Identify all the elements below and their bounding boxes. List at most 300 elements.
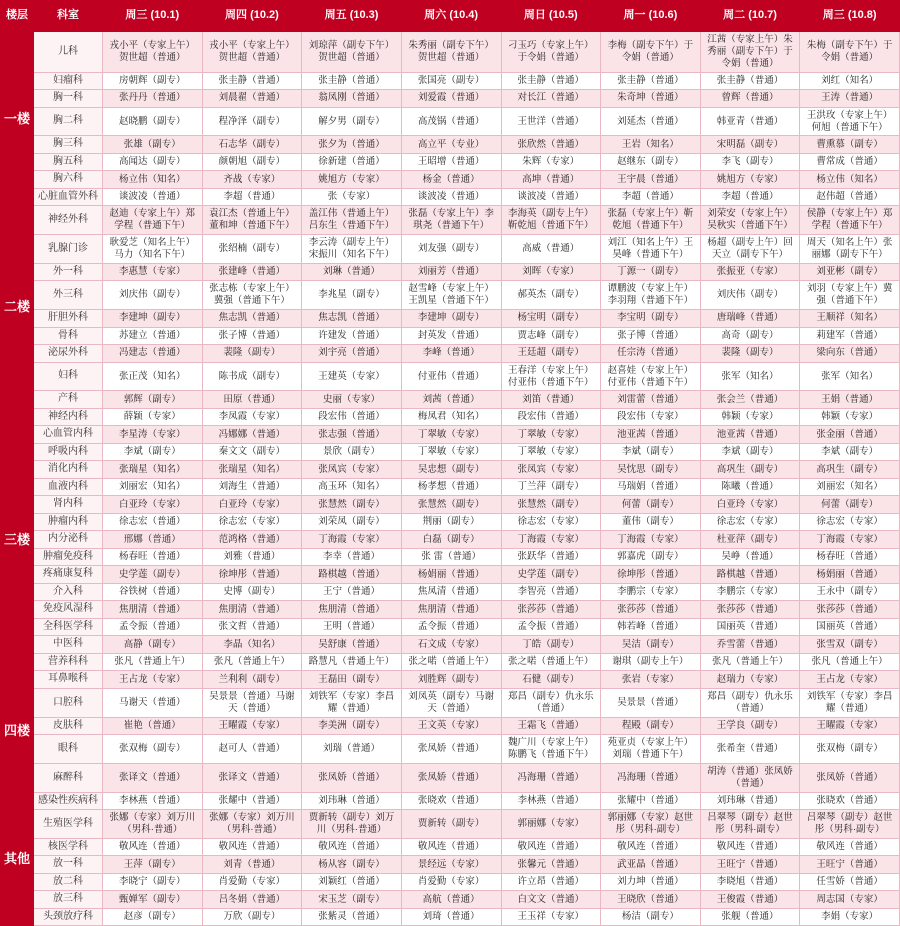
- schedule-cell: 王宇晨（普通）: [601, 171, 701, 189]
- floor-label: 二楼: [1, 206, 34, 409]
- schedule-cell: 苑亚贞（专家上午）刘瑞（普通下午）: [601, 735, 701, 764]
- schedule-cell: 刘友强（副专）: [401, 235, 501, 264]
- schedule-cell: 敬风连（普通）: [202, 838, 302, 856]
- schedule-cell: 谈波凌（普通）: [401, 188, 501, 206]
- schedule-cell: 李宝明（副专）: [601, 310, 701, 328]
- table-row: [1, 636, 900, 654]
- schedule-cell: 陈书成（副专）: [202, 362, 302, 391]
- schedule-cell: 王旺宁（普通）: [700, 856, 800, 874]
- schedule-cell: 刘江（知名上午）王昊峰（普通下午）: [601, 235, 701, 264]
- dept-label: 口腔科: [34, 688, 103, 717]
- header-day-5: 周一 (10.6): [601, 1, 701, 32]
- dept-label: 麻醉科: [34, 763, 103, 792]
- schedule-cell: 盖江伟（普通上午）吕东生（普通下午）: [302, 206, 402, 235]
- schedule-cell: 刘琳（普通）: [302, 263, 402, 281]
- floor-label: 其他: [1, 792, 34, 926]
- schedule-cell: 李林燕（普通）: [103, 792, 203, 810]
- schedule-cell: 张磊（专家上午）靳乾旭（普通下午）: [601, 206, 701, 235]
- schedule-cell: 张军（知名）: [800, 362, 900, 391]
- schedule-cell: 韩颖（专家）: [700, 408, 800, 426]
- schedule-cell: 杨立伟（知名）: [800, 171, 900, 189]
- schedule-cell: 敬风连（普通）: [501, 838, 601, 856]
- schedule-cell: 王晓欣（普通）: [601, 891, 701, 909]
- schedule-cell: 敬风连（普通）: [302, 838, 402, 856]
- schedule-cell: 张瑞星（知名）: [103, 461, 203, 479]
- schedule-cell: 王宁（普通）: [302, 583, 402, 601]
- schedule-cell: 丁翠敏（专家）: [501, 443, 601, 461]
- schedule-cell: 刘丽芳（普通）: [401, 263, 501, 281]
- schedule-cell: 张慧然（副专）: [401, 496, 501, 514]
- schedule-cell: 刘宇亮（普通）: [302, 345, 402, 363]
- schedule-cell: 史学莲（副专）: [103, 566, 203, 584]
- schedule-cell: 刘青（普通）: [202, 856, 302, 874]
- schedule-cell: 刘颖红（普通）: [302, 873, 402, 891]
- schedule-cell: 徐志宏（普通）: [103, 513, 203, 531]
- dept-label: 感染性疾病科: [34, 792, 103, 810]
- table-row: [1, 566, 900, 584]
- schedule-cell: 张雪双（副专）: [800, 636, 900, 654]
- schedule-cell: 刘笛（普通）: [501, 391, 601, 409]
- schedule-cell: 王占龙（专家）: [103, 671, 203, 689]
- schedule-cell: 丁皓（副专）: [501, 636, 601, 654]
- schedule-cell: 张欣然（普通）: [501, 136, 601, 154]
- schedule-cell: 何蕾（副专）: [601, 496, 701, 514]
- schedule-cell: 丁海霞（专家）: [800, 531, 900, 549]
- schedule-cell: 张双梅（副专）: [103, 735, 203, 764]
- schedule-cell: 梅凤君（知名）: [401, 408, 501, 426]
- schedule-cell: 李建坤（副专）: [103, 310, 203, 328]
- schedule-cell: 刘丽宏（知名）: [103, 478, 203, 496]
- schedule-cell: 李晓宁（副专）: [103, 873, 203, 891]
- table-row: [1, 671, 900, 689]
- table-row: [1, 653, 900, 671]
- schedule-cell: 丁兰萍（副专）: [501, 478, 601, 496]
- schedule-cell: 刘铁军（专家）李昌耀（普通）: [800, 688, 900, 717]
- schedule-cell: 莉建军（普通）: [800, 327, 900, 345]
- schedule-cell: 刘雷蕾（普通）: [601, 391, 701, 409]
- schedule-cell: 张会兰（普通）: [700, 391, 800, 409]
- schedule-cell: 高航（普通）: [401, 891, 501, 909]
- schedule-cell: 孟令振（普通）: [501, 618, 601, 636]
- schedule-cell: 朱奇坤（普通）: [601, 90, 701, 108]
- schedule-cell: 景经远（专家）: [401, 856, 501, 874]
- schedule-cell: 杨立伟（知名）: [103, 171, 203, 189]
- dept-label: 胸一科: [34, 90, 103, 108]
- table-header: [1, 1, 900, 32]
- schedule-cell: 韩若峰（普通）: [601, 618, 701, 636]
- schedule-cell: 杨娟丽（普通）: [800, 566, 900, 584]
- table-row: [1, 810, 900, 839]
- schedule-cell: 谭鹏波（专家上午）李羽翔（普通下午）: [601, 281, 701, 310]
- schedule-cell: 魏广川（专家上午）陈鹏飞（普通下午）: [501, 735, 601, 764]
- schedule-cell: 焦朋清（普通）: [103, 601, 203, 619]
- schedule-cell: 戎小平（专家上午）贺世超（普通）: [202, 32, 302, 73]
- table-row: [1, 891, 900, 909]
- schedule-cell: 齐战（专家）: [202, 171, 302, 189]
- schedule-cell: 谈波凌（普通）: [103, 188, 203, 206]
- schedule-cell: 李兆星（副专）: [302, 281, 402, 310]
- schedule-cell: 高威（普通）: [501, 235, 601, 264]
- schedule-cell: 秦文文（副专）: [202, 443, 302, 461]
- schedule-cell: 李幸（普通）: [302, 548, 402, 566]
- schedule-cell: 冯海珊（普通）: [601, 763, 701, 792]
- schedule-cell: 高静（副专）: [103, 636, 203, 654]
- schedule-cell: 张耀中（普通）: [202, 792, 302, 810]
- schedule-cell: 李鹏宗（专家）: [700, 583, 800, 601]
- schedule-cell: 李晓旭（普通）: [700, 873, 800, 891]
- schedule-cell: 韩亚青（普通）: [700, 107, 800, 136]
- schedule-cell: 王顺祥（知名）: [800, 310, 900, 328]
- table-row: [1, 717, 900, 735]
- schedule-cell: 吕冬娟（普通）: [202, 891, 302, 909]
- schedule-cell: 王玉祥（专家）: [501, 908, 601, 926]
- schedule-cell: 孟令振（普通）: [103, 618, 203, 636]
- schedule-cell: 张军（知名）: [700, 362, 800, 391]
- schedule-cell: 张莎莎（普通）: [700, 601, 800, 619]
- schedule-cell: 杨从容（副专）: [302, 856, 402, 874]
- schedule-cell: 郭嘉虎（副专）: [601, 548, 701, 566]
- schedule-cell: 谷铁树（普通）: [103, 583, 203, 601]
- schedule-cell: 张瑞星（知名）: [202, 461, 302, 479]
- schedule-cell: 敬风连（普通）: [601, 838, 701, 856]
- schedule-cell: 刘亚彬（副专）: [800, 263, 900, 281]
- dept-label: 肿瘤免疫科: [34, 548, 103, 566]
- schedule-cell: 刘荣凤（副专）: [302, 513, 402, 531]
- schedule-cell: 王霜飞（普通）: [501, 717, 601, 735]
- schedule-cell: 国丽英（普通）: [800, 618, 900, 636]
- schedule-cell: 路慧凡（普通上午）: [302, 653, 402, 671]
- schedule-cell: 徐坤彤（普通）: [601, 566, 701, 584]
- dept-label: 胸二科: [34, 107, 103, 136]
- schedule-cell: 曹常成（普通）: [800, 153, 900, 171]
- schedule-cell: 刘雅（普通）: [202, 548, 302, 566]
- schedule-cell: 梁向东（普通）: [800, 345, 900, 363]
- schedule-cell: 侯静（专家上午）郑学程（普通下午）: [800, 206, 900, 235]
- schedule-cell: 谢琪（副专上午）: [601, 653, 701, 671]
- schedule-cell: 解夕男（副专）: [302, 107, 402, 136]
- schedule-cell: 吴景景（普通）: [601, 688, 701, 717]
- schedule-cell: 赵继东（副专）: [601, 153, 701, 171]
- schedule-cell: 刘羽（专家上午）冀强（普通下午）: [800, 281, 900, 310]
- dept-label: 耳鼻喉科: [34, 671, 103, 689]
- schedule-cell: 刘红（知名）: [800, 72, 900, 90]
- schedule-cell: 刘庆伟（副专）: [103, 281, 203, 310]
- dept-label: 肾内科: [34, 496, 103, 514]
- schedule-cell: 王占龙（专家）: [800, 671, 900, 689]
- schedule-cell: 封英发（普通）: [401, 327, 501, 345]
- schedule-cell: 陈曦（普通）: [700, 478, 800, 496]
- table-row: [1, 153, 900, 171]
- schedule-cell: 裴隆（副专）: [700, 345, 800, 363]
- schedule-cell: 段宏伟（普通）: [501, 408, 601, 426]
- table-row: [1, 618, 900, 636]
- schedule-cell: 李超（普通）: [601, 188, 701, 206]
- schedule-cell: 付亚伟（普通）: [401, 362, 501, 391]
- schedule-cell: 丁翠敏（专家）: [401, 443, 501, 461]
- table-row: [1, 513, 900, 531]
- dept-label: 神经内科: [34, 408, 103, 426]
- schedule-cell: 高奇（副专）: [700, 327, 800, 345]
- schedule-cell: 王洪玫（专家上午）何旭（普通下午）: [800, 107, 900, 136]
- schedule-cell: 程殿（副专）: [601, 717, 701, 735]
- schedule-cell: 戎小平（专家上午）贺世超（普通）: [103, 32, 203, 73]
- table-row: [1, 136, 900, 154]
- dept-label: 胸五科: [34, 153, 103, 171]
- table-row: [1, 310, 900, 328]
- dept-label: 肝胆外科: [34, 310, 103, 328]
- schedule-cell: 王磊田（副专）: [302, 671, 402, 689]
- schedule-cell: 张丹丹（普通）: [103, 90, 203, 108]
- schedule-cell: 张志强（普通）: [302, 426, 402, 444]
- schedule-cell: 王文英（专家）: [401, 717, 501, 735]
- schedule-cell: 赵迪（专家上午）郑学程（普通下午）: [103, 206, 203, 235]
- schedule-cell: 路棋越（普通）: [700, 566, 800, 584]
- schedule-cell: 刁玉巧（专家上午）于令娟（普通）: [501, 32, 601, 73]
- table-row: [1, 908, 900, 926]
- schedule-cell: 姚旭方（专家）: [700, 171, 800, 189]
- schedule-cell: 耿爱芝（知名上午）马力（知名下午）: [103, 235, 203, 264]
- dept-label: 放二科: [34, 873, 103, 891]
- schedule-cell: 张夕为（普通）: [302, 136, 402, 154]
- schedule-cell: 张凡（普通上午）: [202, 653, 302, 671]
- schedule-cell: 王涛（普通）: [800, 90, 900, 108]
- table-row: [1, 601, 900, 619]
- schedule-cell: 国丽英（普通）: [700, 618, 800, 636]
- schedule-cell: 段宏伟（普通）: [302, 408, 402, 426]
- schedule-cell: 刘晨翟（普通）: [202, 90, 302, 108]
- schedule-cell: 郭辉（副专）: [103, 391, 203, 409]
- schedule-cell: 张之喏（普通上午）: [501, 653, 601, 671]
- table-row: [1, 856, 900, 874]
- schedule-cell: 姚旭方（专家）: [302, 171, 402, 189]
- schedule-cell: 张雄（副专）: [103, 136, 203, 154]
- schedule-cell: 马瑞娟（普通）: [601, 478, 701, 496]
- table-row: [1, 548, 900, 566]
- schedule-cell: 杨春旺（普通）: [800, 548, 900, 566]
- schedule-cell: 李惠慧（专家）: [103, 263, 203, 281]
- dept-label: 内分泌科: [34, 531, 103, 549]
- dept-label: 血液内科: [34, 478, 103, 496]
- dept-label: 营养科科: [34, 653, 103, 671]
- table-row: [1, 408, 900, 426]
- schedule-cell: 李鹏宗（专家）: [601, 583, 701, 601]
- schedule-cell: 张凤娇（普通）: [401, 735, 501, 764]
- schedule-cell: 马谢天（普通）: [103, 688, 203, 717]
- schedule-cell: 苏建立（普通）: [103, 327, 203, 345]
- schedule-cell: 王廷超（副专）: [501, 345, 601, 363]
- schedule-cell: 贾志峰（副专）: [501, 327, 601, 345]
- dept-label: 皮肤科: [34, 717, 103, 735]
- schedule-cell: 唐瑞峰（普通）: [700, 310, 800, 328]
- schedule-cell: 赵可人（普通）: [202, 735, 302, 764]
- schedule-cell: 景欣（副专）: [302, 443, 402, 461]
- schedule-cell: 刘丽宏（知名）: [800, 478, 900, 496]
- table-row: [1, 735, 900, 764]
- schedule-cell: 张振亚（专家）: [700, 263, 800, 281]
- schedule-cell: 刘海生（普通）: [202, 478, 302, 496]
- schedule-cell: 李凤霞（专家）: [202, 408, 302, 426]
- table-row: [1, 426, 900, 444]
- dept-label: 头颈放疗科: [34, 908, 103, 926]
- schedule-cell: 刘胜辉（副专）: [401, 671, 501, 689]
- schedule-cell: 徐志宏（专家）: [501, 513, 601, 531]
- schedule-cell: 吕翠琴（副专）赵世彤（男科·副专）: [700, 810, 800, 839]
- schedule-cell: 对长江（普通）: [501, 90, 601, 108]
- schedule-cell: 谈波凌（普通）: [501, 188, 601, 206]
- schedule-cell: 吴景景（普通）马谢天（普通）: [202, 688, 302, 717]
- schedule-cell: 张文哲（普通）: [202, 618, 302, 636]
- schedule-cell: 徐志宏（专家）: [202, 513, 302, 531]
- schedule-cell: 敬风连（普通）: [401, 838, 501, 856]
- schedule-cell: 吴忠想（副专）: [401, 461, 501, 479]
- schedule-cell: 郑昌（副专）仇永乐（普通）: [501, 688, 601, 717]
- schedule-cell: 敬风连（普通）: [800, 838, 900, 856]
- table-row: [1, 362, 900, 391]
- schedule-cell: 徐坤彤（普通）: [202, 566, 302, 584]
- schedule-cell: 曹熏慕（副专）: [800, 136, 900, 154]
- schedule-cell: 王春洋（专家上午）付亚伟（普通下午）: [501, 362, 601, 391]
- dept-label: 全科医学科: [34, 618, 103, 636]
- schedule-cell: 万欣（副专）: [202, 908, 302, 926]
- schedule-cell: 李建坤（副专）: [401, 310, 501, 328]
- schedule-cell: 张凤宾（专家）: [501, 461, 601, 479]
- schedule-cell: 张凤宾（专家）: [302, 461, 402, 479]
- schedule-cell: 崔艳（普通）: [103, 717, 203, 735]
- schedule-cell: 董伟（副专）: [601, 513, 701, 531]
- schedule-cell: 许立昂（普通）: [501, 873, 601, 891]
- schedule-cell: 李林燕（普通）: [501, 792, 601, 810]
- table-row: [1, 391, 900, 409]
- schedule-cell: 贾新转（副专）: [401, 810, 501, 839]
- schedule-cell: 周志国（专家）: [800, 891, 900, 909]
- schedule-cell: 翁凤刚（普通）: [302, 90, 402, 108]
- floor-label: 三楼: [1, 408, 34, 671]
- schedule-cell: 张国亮（副专）: [401, 72, 501, 90]
- schedule-cell: 范鸿格（普通）: [202, 531, 302, 549]
- schedule-cell: 房朝辉（副专）: [103, 72, 203, 90]
- schedule-cell: 李海英（副专上午）靳乾旭（普通下午）: [501, 206, 601, 235]
- schedule-cell: 郑昌（副专）仇永乐（普通）: [700, 688, 800, 717]
- schedule-cell: 张希奎（普通）: [700, 735, 800, 764]
- schedule-cell: 焦朋清（普通）: [302, 601, 402, 619]
- schedule-cell: 张金丽（普通）: [800, 426, 900, 444]
- schedule-cell: 张娜（专家）刘万川（男科·普通）: [202, 810, 302, 839]
- schedule-cell: 孟令振（普通）: [401, 618, 501, 636]
- dept-label: 外三科: [34, 281, 103, 310]
- table-row: [1, 531, 900, 549]
- schedule-cell: 张双梅（副专）: [800, 735, 900, 764]
- schedule-cell: 李超（普通）: [700, 188, 800, 206]
- table-row: [1, 792, 900, 810]
- schedule-cell: 张圭静（普通）: [302, 72, 402, 90]
- schedule-cell: 甄婵军（副专）: [103, 891, 203, 909]
- dept-label: 放一科: [34, 856, 103, 874]
- schedule-cell: 王曜霞（专家）: [202, 717, 302, 735]
- header-day-0: 周三 (10.1): [103, 1, 203, 32]
- header-day-6: 周二 (10.7): [700, 1, 800, 32]
- dept-label: 介入科: [34, 583, 103, 601]
- schedule-cell: 张译文（普通）: [202, 763, 302, 792]
- header-day-2: 周五 (10.3): [302, 1, 402, 32]
- schedule-cell: 宋玉芝（副专）: [302, 891, 402, 909]
- header-day-7: 周三 (10.8): [800, 1, 900, 32]
- dept-label: 心脏血管外科: [34, 188, 103, 206]
- schedule-cell: 吴峥（普通）: [700, 548, 800, 566]
- schedule-cell: 张之喏（普通上午）: [401, 653, 501, 671]
- schedule-cell: 贾新转（副专）刘万川（男科·普通）: [302, 810, 402, 839]
- dept-label: 泌尿外科: [34, 345, 103, 363]
- table-row: [1, 171, 900, 189]
- schedule-cell: 杨洁（副专）: [601, 908, 701, 926]
- dept-label: 放三科: [34, 891, 103, 909]
- schedule-cell: 白亚玲（专家）: [103, 496, 203, 514]
- schedule-cell: 丁海霞（专家）: [302, 531, 402, 549]
- schedule-cell: 李斌（副专）: [700, 443, 800, 461]
- schedule-cell: 韩颖（专家）: [800, 408, 900, 426]
- table-row: [1, 107, 900, 136]
- dept-label: 消化内科: [34, 461, 103, 479]
- schedule-cell: 李斌（副专）: [800, 443, 900, 461]
- schedule-cell: 刘延杰（普通）: [601, 107, 701, 136]
- schedule-cell: 张子博（普通）: [601, 327, 701, 345]
- schedule-cell: 白亚玲（专家）: [700, 496, 800, 514]
- schedule-cell: 朱秀丽（副专下午）贺世超（普通）: [401, 32, 501, 73]
- dept-label: 疼痛康复科: [34, 566, 103, 584]
- schedule-cell: 张岩（专家）: [601, 671, 701, 689]
- schedule-cell: 焦凤清（普通）: [401, 583, 501, 601]
- schedule-cell: 张凤娇（普通）: [302, 763, 402, 792]
- schedule-cell: 刘爱霞（普通）: [401, 90, 501, 108]
- schedule-cell: 路棋越（普通）: [302, 566, 402, 584]
- schedule-cell: 王曜霞（专家）: [800, 717, 900, 735]
- schedule-cell: 田原（普通）: [202, 391, 302, 409]
- dept-label: 外一科: [34, 263, 103, 281]
- schedule-cell: 白文文（普通）: [501, 891, 601, 909]
- schedule-cell: 任宗涛（普通）: [601, 345, 701, 363]
- schedule-cell: 冯建志（普通）: [103, 345, 203, 363]
- schedule-cell: 张建峰（普通）: [202, 263, 302, 281]
- dept-label: 眼科: [34, 735, 103, 764]
- schedule-cell: 高坤（普通）: [501, 171, 601, 189]
- schedule-cell: 刘琼萍（副专下午）贺世超（普通）: [302, 32, 402, 73]
- table-row: [1, 206, 900, 235]
- schedule-cell: 冯海珊（普通）: [501, 763, 601, 792]
- dept-label: 呼吸内科: [34, 443, 103, 461]
- schedule-cell: 江茜（专家上午）朱秀丽（副专下午）于令娟（普通）: [700, 32, 800, 73]
- schedule-cell: 刘玮琳（普通）: [302, 792, 402, 810]
- schedule-cell: 石健（副专）: [501, 671, 601, 689]
- schedule-cell: 王永中（副专）: [800, 583, 900, 601]
- schedule-cell: 肖爱勤（专家）: [401, 873, 501, 891]
- table-row: [1, 461, 900, 479]
- schedule-cell: 王学良（副专）: [700, 717, 800, 735]
- schedule-cell: 郝英杰（副专）: [501, 281, 601, 310]
- schedule-cell: 李星涛（专家）: [103, 426, 203, 444]
- schedule-cell: 赵雪峰（专家上午）王凯星（普通下午）: [401, 281, 501, 310]
- schedule-cell: 荆丽（副专）: [401, 513, 501, 531]
- schedule-cell: 赵瑞力（专家）: [700, 671, 800, 689]
- table-row: [1, 838, 900, 856]
- schedule-cell: 杨超（副专上午）回天立（副专下午）: [700, 235, 800, 264]
- table-row: [1, 496, 900, 514]
- schedule-cell: 李美洲（副专）: [302, 717, 402, 735]
- dept-label: 神经外科: [34, 206, 103, 235]
- schedule-cell: 李娟（专家）: [800, 908, 900, 926]
- schedule-cell: 赵晓鹏（副专）: [103, 107, 203, 136]
- table-row: [1, 235, 900, 264]
- schedule-cell: 李峰（普通）: [401, 345, 501, 363]
- schedule-cell: 刘琦（普通）: [401, 908, 501, 926]
